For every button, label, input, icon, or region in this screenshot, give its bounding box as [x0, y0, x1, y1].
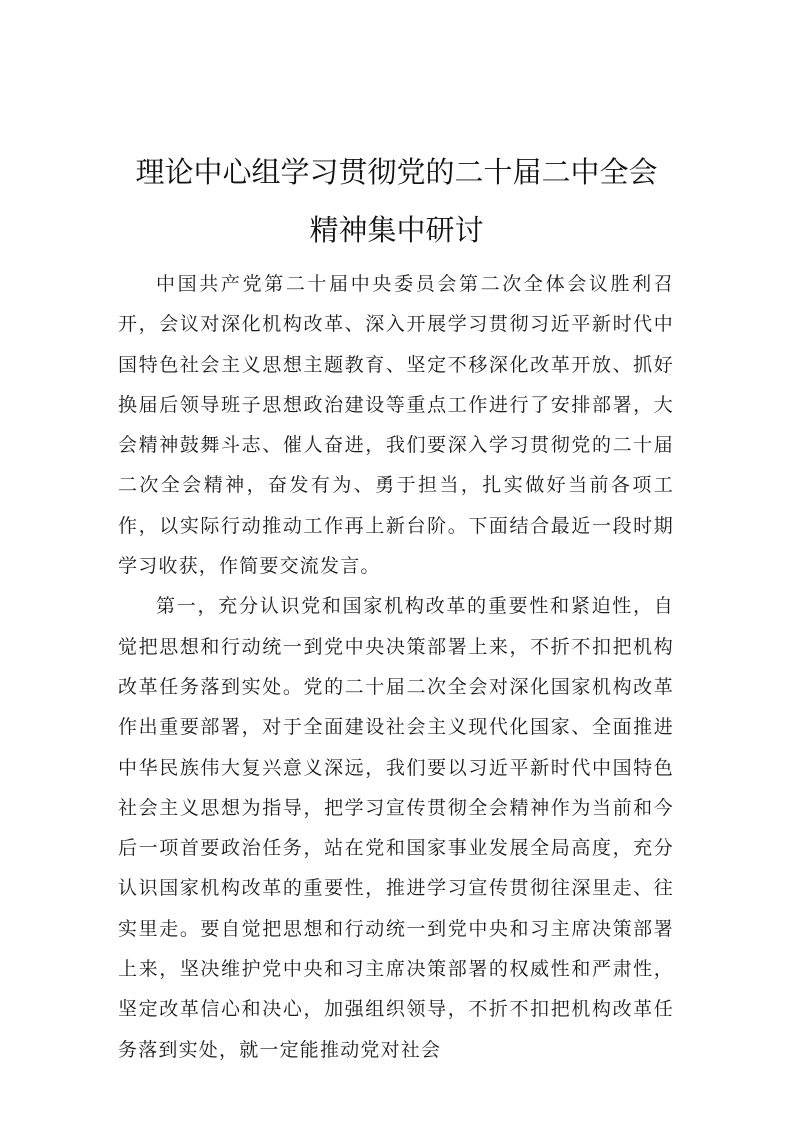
title-line-1: 理论中心组学习贯彻党的二十届二中全会 — [135, 155, 658, 189]
document-title — [0, 146, 793, 262]
title-line-2: 精神集中研讨 — [309, 213, 484, 247]
paragraph-1: 中国共产党第二十届中央委员会第二次全体会议胜利召开，会议对深化机构改革、深入开展学习贯彻习近平新时代中国特色社会主义思想主题教育、坚定不移深化改革开放、抓好换届后领导班子思想政治建设等重点工作进行了安排部署，大会精神鼓舞斗志、催人奋进，我们要深入学习贯彻党的二十届二次全会精神，奋发有为、勇于担当，扎实做好当前各项工作，以实际行动推动工作再上新台阶。下面结合最近一段时期学习收获，作简要交流发言。 — [118, 273, 674, 578]
paragraph-2: 第一，充分认识党和国家机构改革的重要性和紧迫性，自觉把思想和行动统一到党中央决策部署上来，不折不扣把机构改革任务落到实处。党的二十届二次全会对深化国家机构改革作出重要部署，对于全面建设社会主义现代化国家、全面推进中华民族伟大复兴意义深远，我们要以习近平新时代中国特色社会主义思想为指导，把学习宣传贯彻全会精神作为当前和今后一项首要政治任务，站在党和国家事业发展全局高度，充分认识国家机构改革的重要性，推进学习宣传贯彻往深里走、往实里走。要自觉把思想和行动统一到党中央和习主席决策部署上来，坚决维护党中央和习主席决策部署的权威性和严肃性，坚定改革信心和决心，加强组织领导，不折不扣把机构改革任务落到实处，就一定能推动党对社会 — [118, 595, 674, 1061]
document-body — [118, 264, 674, 1070]
